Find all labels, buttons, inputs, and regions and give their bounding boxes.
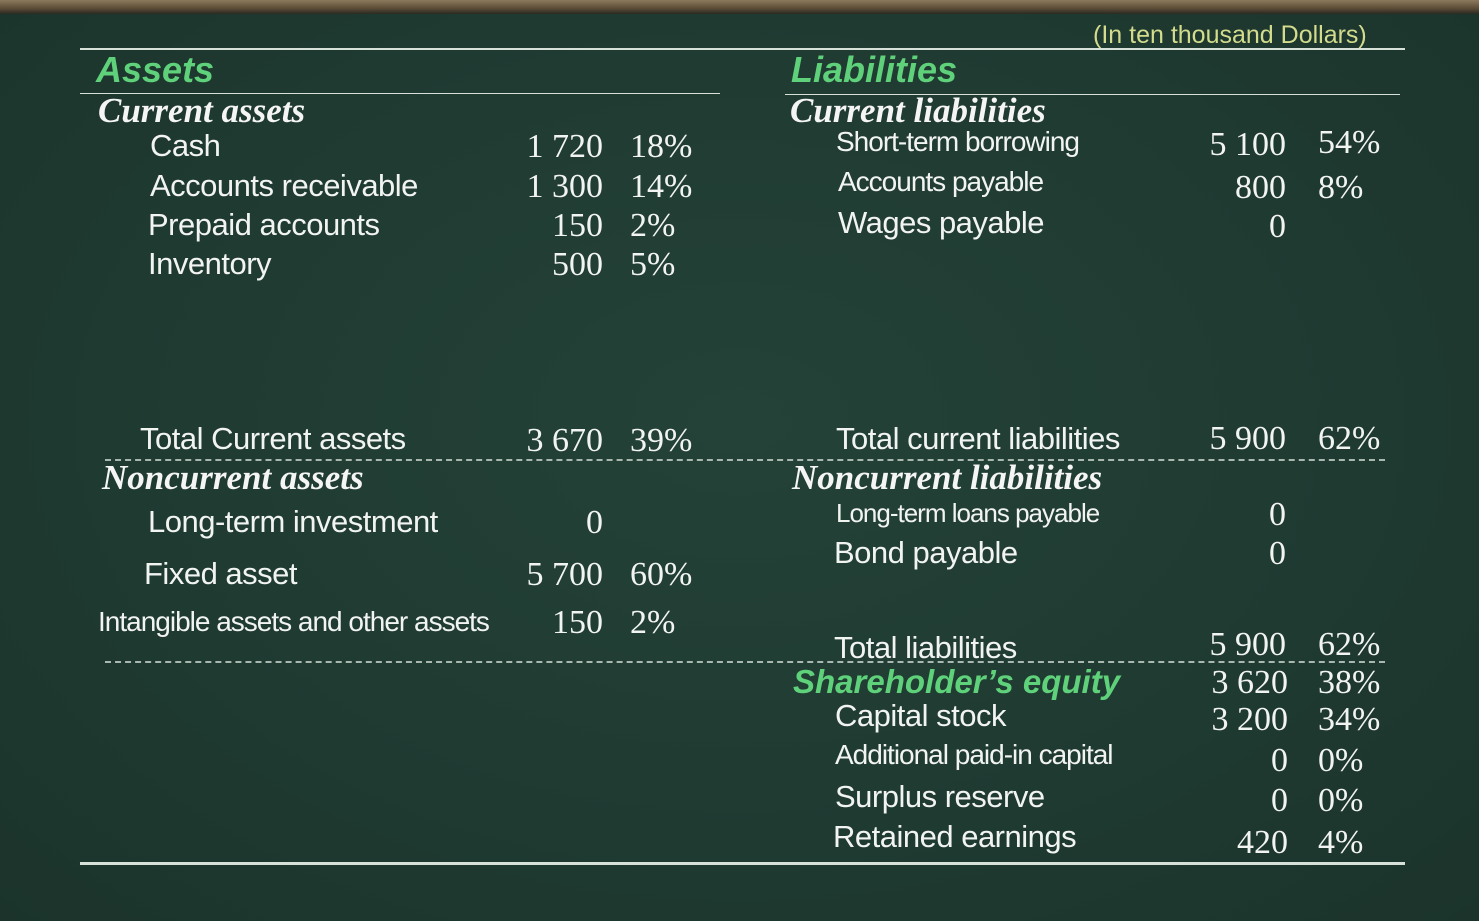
liability-label-longterm-loans: Long-term loans payable — [836, 498, 1100, 528]
assets-title: Assets — [96, 49, 215, 90]
equity-amount-capital-stock: 3 200 — [1211, 701, 1288, 738]
liability-pct-shortterm: 54% — [1318, 124, 1381, 161]
asset-amount-fixed: 5 700 — [526, 556, 603, 593]
asset-label-longterm-investment: Long-term investment — [148, 504, 438, 539]
liability-amount-longterm-loans: 0 — [1269, 496, 1286, 533]
total-current-assets-amount: 3 670 — [526, 422, 603, 459]
asset-amount-receivable: 1 300 — [526, 168, 603, 205]
liabilities-title: Liabilities — [791, 49, 958, 90]
asset-amount-cash: 1 720 — [526, 128, 603, 165]
asset-pct-prepaid: 2% — [630, 207, 676, 244]
asset-label-prepaid: Prepaid accounts — [148, 207, 380, 242]
total-current-assets-label: Total Current assets — [140, 421, 406, 456]
equity-label-apic: Additional paid-in capital — [835, 739, 1113, 770]
asset-amount-prepaid: 150 — [552, 207, 603, 244]
current-assets-heading: Current assets — [98, 91, 306, 130]
asset-pct-inventory: 5% — [630, 246, 676, 283]
equity-heading: Shareholder’s equity — [793, 663, 1121, 700]
equity-amount: 3 620 — [1211, 664, 1288, 701]
equity-pct-apic: 0% — [1318, 742, 1364, 779]
total-current-liabilities-amount: 5 900 — [1209, 420, 1286, 457]
liability-pct-payable: 8% — [1318, 169, 1364, 206]
total-liabilities-amount: 5 900 — [1209, 626, 1286, 663]
liability-label-bond: Bond payable — [834, 535, 1018, 570]
equity-amount-surplus: 0 — [1271, 782, 1288, 819]
asset-pct-cash: 18% — [630, 128, 693, 165]
total-current-liabilities-label: Total current liabilities — [836, 421, 1120, 456]
asset-pct-fixed: 60% — [630, 556, 693, 593]
top-rule — [80, 48, 1405, 50]
liability-amount-wages: 0 — [1269, 208, 1286, 245]
equity-pct-surplus: 0% — [1318, 782, 1364, 819]
total-current-assets-pct: 39% — [630, 422, 693, 459]
equity-label-surplus: Surplus reserve — [835, 779, 1045, 814]
unit-note: (In ten thousand Dollars) — [1093, 21, 1367, 49]
total-current-liabilities-pct: 62% — [1318, 420, 1381, 457]
asset-label-cash: Cash — [150, 128, 221, 163]
liability-label-shortterm: Short-term borrowing — [836, 126, 1079, 157]
liability-label-wages: Wages payable — [838, 205, 1045, 240]
equity-pct: 38% — [1318, 664, 1381, 701]
liability-label-payable: Accounts payable — [838, 166, 1044, 197]
asset-amount-intangible: 150 — [552, 604, 603, 641]
total-liabilities-label: Total liabilities — [834, 630, 1017, 665]
asset-amount-inventory: 500 — [552, 246, 603, 283]
asset-pct-intangible: 2% — [630, 604, 676, 641]
asset-label-receivable: Accounts receivable — [150, 168, 418, 203]
liability-amount-shortterm: 5 100 — [1209, 126, 1286, 163]
noncurrent-liabilities-heading: Noncurrent liabilities — [792, 458, 1103, 497]
asset-label-fixed: Fixed asset — [144, 556, 298, 591]
equity-pct-retained: 4% — [1318, 824, 1364, 861]
noncurrent-assets-heading: Noncurrent assets — [102, 458, 364, 497]
equity-amount-apic: 0 — [1271, 742, 1288, 779]
current-liabilities-heading: Current liabilities — [790, 91, 1046, 130]
board-frame — [0, 0, 1479, 14]
asset-pct-receivable: 14% — [630, 168, 693, 205]
asset-label-intangible: Intangible assets and other assets — [98, 606, 489, 637]
liability-amount-payable: 800 — [1235, 169, 1286, 206]
asset-label-inventory: Inventory — [148, 246, 272, 281]
liability-amount-bond: 0 — [1269, 535, 1286, 572]
equity-label-retained: Retained earnings — [833, 819, 1077, 854]
asset-amount-longterm-investment: 0 — [586, 504, 603, 541]
equity-amount-retained: 420 — [1237, 824, 1288, 861]
bottom-rule — [80, 862, 1405, 865]
equity-pct-capital-stock: 34% — [1318, 701, 1381, 738]
total-liabilities-pct: 62% — [1318, 626, 1381, 663]
equity-label-capital-stock: Capital stock — [835, 698, 1006, 733]
